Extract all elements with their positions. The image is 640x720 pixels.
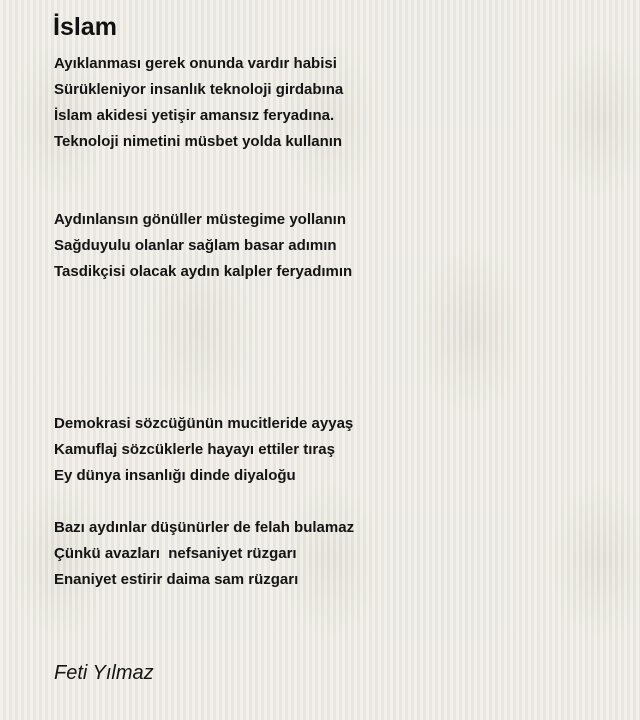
poem-line: Aydınlansın gönüller müstegime yollanın xyxy=(54,211,346,228)
poem-author: Feti Yılmaz xyxy=(54,662,154,684)
poem-line: Demokrasi sözcüğünün mucitleride ayyaş xyxy=(54,415,354,432)
poem-line: Bazı aydınlar düşünürler de felah bulamaz xyxy=(54,519,355,536)
poem-line: Sürükleniyor insanlık teknoloji girdabına xyxy=(54,81,344,98)
poem-line: Kamuflaj sözcüklerle hayayı ettiler tıraş xyxy=(54,441,335,458)
poem-line: Enaniyet estirir daima sam rüzgarı xyxy=(54,571,299,588)
poem-line: Tasdikçisi olacak aydın kalpler feryadımın xyxy=(54,263,353,280)
poem-title: İslam xyxy=(53,13,117,41)
poem-line: Teknoloji nimetini müsbet yolda kullanın xyxy=(54,133,343,150)
poem-line: İslam akidesi yetişir amansız feryadına. xyxy=(54,107,335,124)
poem-line: Ayıklanması gerek onunda vardır habisi xyxy=(54,55,337,72)
poem-line: Sağduyulu olanlar sağlam basar adımın xyxy=(54,237,337,254)
poem-line: Ey dünya insanlığı dinde diyaloğu xyxy=(54,467,296,484)
poem-line: Çünkü avazları nefsaniyet rüzgarı xyxy=(54,545,297,562)
